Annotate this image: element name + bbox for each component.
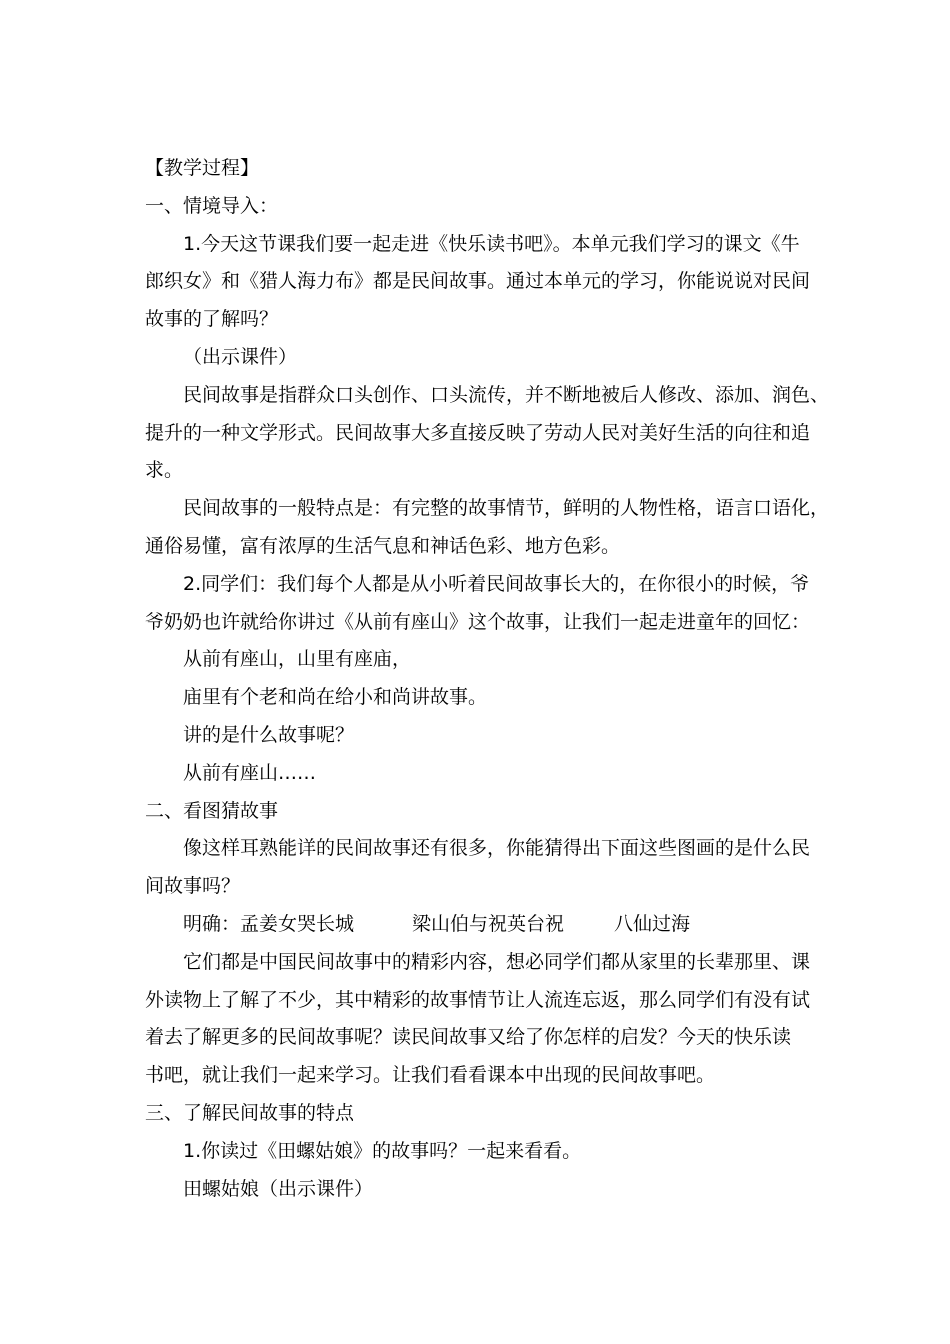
answer-item: 孟姜女哭长城 [240, 912, 355, 935]
paragraph-line: 故事的了解吗？ [145, 308, 279, 331]
paragraph-line: 像这样耳熟能详的民间故事还有很多，你能猜得出下面这些图画的是什么民 [183, 837, 811, 860]
spacer [564, 906, 614, 944]
paragraph-line: 提升的一种文学形式。民间故事大多直接反映了劳动人民对美好生活的向往和追 [145, 421, 811, 444]
paragraph-line: 1.今天这节课我们要一起走进《快乐读书吧》。本单元我们学习的课文《牛 [183, 232, 800, 255]
spacer [354, 906, 412, 944]
paragraph-line: 求。 [145, 459, 184, 482]
answer-row [145, 906, 815, 944]
paragraph-line: 通俗易懂，富有浓厚的生活气息和神话色彩、地方色彩。 [145, 534, 621, 557]
rhyme-line: 讲的是什么故事呢？ [183, 723, 355, 746]
paragraph-line: 民间故事的一般特点是：有完整的故事情节，鲜明的人物性格，语言口语化， [183, 497, 830, 520]
rhyme-line: 从前有座山…… [183, 761, 317, 784]
section-title-1: 一、情境导入： [145, 194, 279, 217]
paragraph-line: 2.同学们：我们每个人都是从小听着民间故事长大的，在你很小的时候，爷 [183, 572, 810, 595]
paragraph-line: 它们都是中国民间故事中的精彩内容，想必同学们都从家里的长辈那里、课 [183, 950, 811, 973]
answer-label: 明确： [183, 912, 241, 935]
paragraph-line: 民间故事是指群众口头创作、口头流传，并不断地被后人修改、添加、润色、 [183, 383, 830, 406]
section-title-2: 二、看图猜故事 [145, 799, 279, 822]
section-title-3: 三、了解民间故事的特点 [145, 1101, 355, 1124]
rhyme-line: 庙里有个老和尚在给小和尚讲故事。 [183, 686, 488, 709]
paragraph-line: 郎织女》和《猎人海力布》都是民间故事。通过本单元的学习，你能说说对民间 [145, 270, 811, 293]
courseware-note: （出示课件） [183, 345, 298, 368]
document-body [145, 150, 830, 1208]
section-heading: 【教学过程】 [145, 157, 260, 179]
paragraph-line: 间故事吗？ [145, 875, 241, 898]
paragraph-line: 着去了解更多的民间故事呢？读民间故事又给了你怎样的启发？今天的快乐读 [145, 1026, 792, 1049]
paragraph-line: 书吧，就让我们一起来学习。让我们看看课本中出现的民间故事吧。 [145, 1064, 716, 1087]
paragraph-line: 1.你读过《田螺姑娘》的故事吗？一起来看看。 [183, 1139, 582, 1162]
paragraph-line: 田螺姑娘（出示课件） [183, 1177, 374, 1200]
paragraph-line: 爷奶奶也许就给你讲过《从前有座山》这个故事，让我们一起走进童年的回忆： [145, 610, 811, 633]
rhyme-line: 从前有座山，山里有座庙， [183, 648, 412, 671]
answer-item: 梁山伯与祝英台祝 [412, 912, 565, 935]
answer-item: 八仙过海 [614, 912, 691, 935]
paragraph-line: 外读物上了解了不少，其中精彩的故事情节让人流连忘返，那么同学们有没有试 [145, 988, 811, 1011]
